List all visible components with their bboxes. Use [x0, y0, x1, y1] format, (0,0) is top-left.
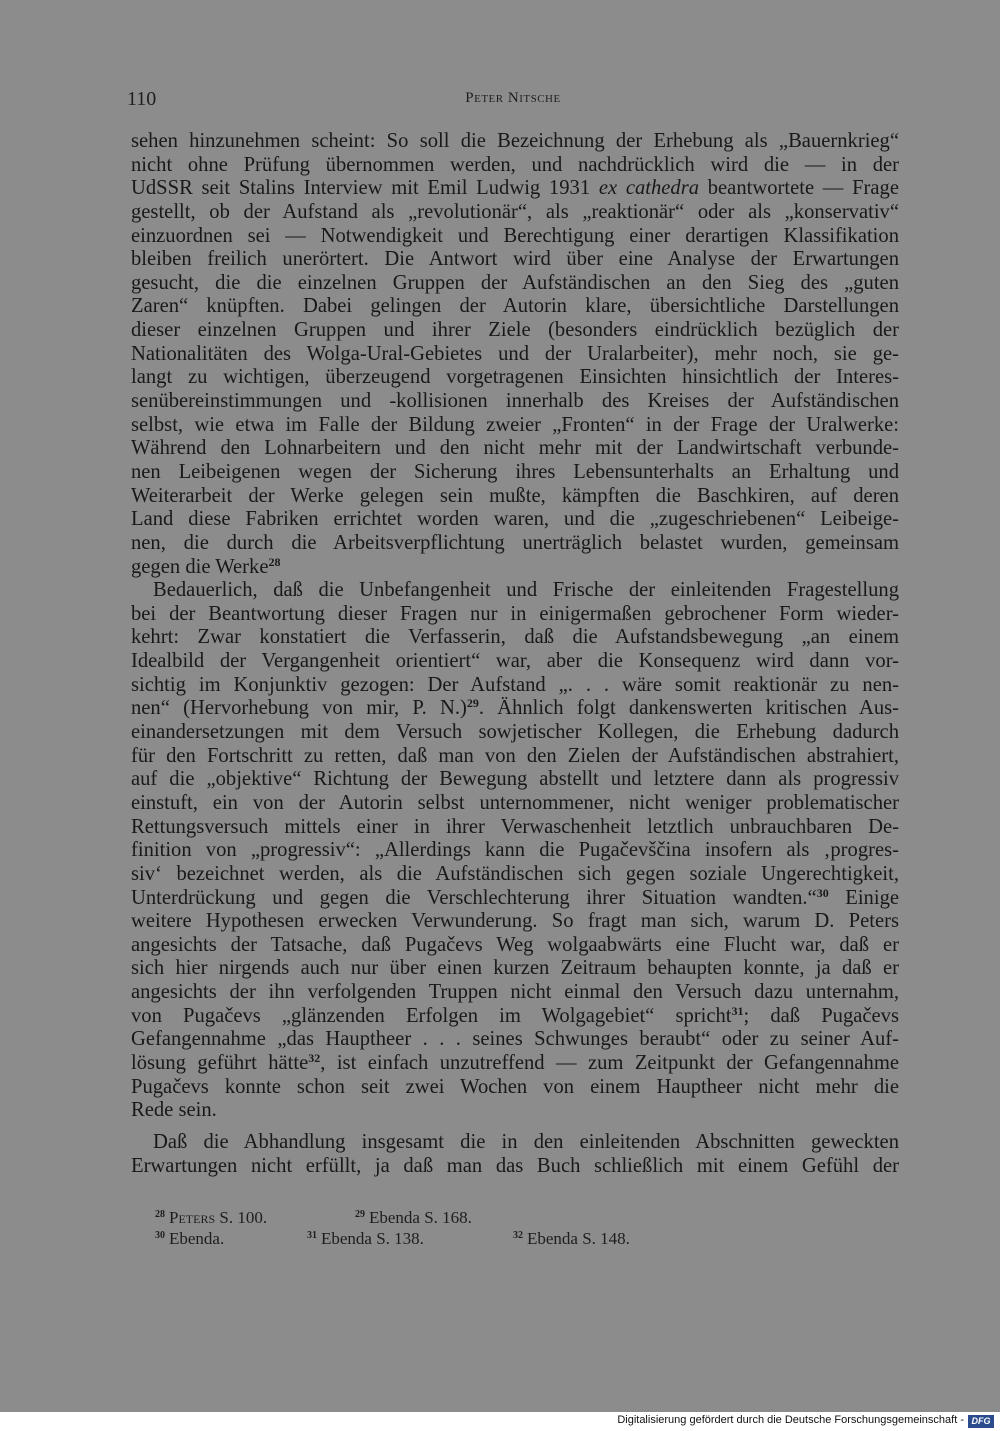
footnote-number: 30 — [155, 1230, 165, 1241]
text-segment: lösung geführt hätte — [131, 1051, 309, 1074]
text-segment: , ist einfach unzutreffend — zum Zeitpunkt der Gefangennahme — [320, 1051, 899, 1074]
footer-text[interactable]: Digitalisierung gefördert durch die Deutsche Forschungsgemeinschaft - — [617, 1414, 964, 1426]
text-line: kehrt: Zwar konstatiert die Verfasserin, daß die Aufstandsbewegung „an einem — [131, 626, 899, 649]
footnote-row — [155, 1228, 755, 1249]
text-line: gesucht, die die einzelnen Gruppen der Aufständischen an den Sieg des „guten — [131, 271, 899, 294]
text-line: Während den Lohnarbeitern und den nicht mehr mit der Landwirtschaft verbunde- — [131, 437, 899, 460]
text-segment: Einige — [828, 886, 900, 909]
footnote-ref[interactable]: 31 — [731, 1003, 744, 1018]
text-line: angesichts der Tatsache, daß Pugačevs Weg wolgaabwärts eine Flucht war, daß er — [131, 933, 899, 956]
footnote-row — [155, 1207, 755, 1228]
footnote-text: S. 100. — [215, 1208, 268, 1227]
footnote-text: Ebenda. — [169, 1229, 225, 1248]
text-line: einstuft, ein von der Autorin selbst unternommener, nicht weniger problematischer — [131, 791, 899, 814]
text-line: sichtig im Konjunktiv gezogen: Der Aufstand „. . . wäre somit reaktionär zu nen- — [131, 673, 899, 696]
text-segment: beantwortete — Frage — [699, 177, 899, 200]
text-line: finition von „progressiv“: „Allerdings kann die Pugačevščina insofern als ‚progres- — [131, 839, 899, 862]
text-line: Rede sein. — [131, 1099, 217, 1122]
text-line: Gefangennahme „das Hauptheer . . . seines Schwunges beraubt“ oder zu seiner Auf- — [131, 1028, 899, 1051]
text-line: Daß die Abhandlung insgesamt die in den einleitenden Abschnitten geweckten — [153, 1130, 899, 1153]
footnote-number: 29 — [355, 1209, 365, 1220]
text-segment: Unterdrückung und gegen die Verschlechterung ihrer Situation wandten.“ — [131, 886, 817, 909]
text-line: Idealbild der Vergangenheit orientiert“ war, aber die Konsequenz wird dann vor- — [131, 650, 899, 673]
body-text — [131, 130, 899, 1178]
footnote-ref[interactable]: 32 — [308, 1050, 321, 1065]
text-line: siv‘ bezeichnet werden, als die Aufständischen sich gegen soziale Ungerechtigkeit, — [131, 862, 899, 885]
text-line: Erwartungen nicht erfüllt, ja daß man das Buch schließlich mit einem Gefühl der — [131, 1154, 899, 1177]
text-line: einzuordnen sei — Notwendigkeit und Berechtigung einer derartigen Klassifikation — [131, 224, 899, 247]
text-line: weitere Hypothesen erwecken Verwunderung. So fragt man sich, warum D. Peters — [131, 910, 899, 933]
text-line: für den Fortschritt zu retten, daß man von den Zielen der Aufständischen abstrahiert, — [131, 744, 899, 767]
text-line: langt zu wichtigen, überzeugend vorgetragenen Einsichten hinsichtlich der Interes- — [131, 366, 899, 389]
text-segment: nen“ (Hervorhebung von mir, P. N.) — [131, 697, 467, 720]
running-head: Peter Nitsche — [465, 90, 561, 106]
text-line: angesichts der ihn verfolgenden Truppen nicht einmal den Versuch dazu unternahm, — [131, 981, 899, 1004]
footnote-28 — [155, 1207, 267, 1228]
text-line — [131, 697, 899, 721]
text-line: Pugačevs konnte schon seit zwei Wochen von einem Hauptheer nicht mehr die — [131, 1075, 899, 1098]
text-line: bei der Beantwortung dieser Fragen nur in einigermaßen gebrochener Form wieder- — [131, 602, 899, 625]
text-line: nen Leibeigenen wegen der Sicherung ihres Lebensunterhalts an Erhaltung und — [131, 460, 899, 483]
text-line: nicht ohne Prüfung übernommen werden, und nachdrücklich wird die — in der — [131, 153, 899, 176]
footnote-30 — [155, 1228, 224, 1249]
text-line: Nationalitäten des Wolga-Ural-Gebietes und der Uralarbeiter), mehr noch, sie ge- — [131, 342, 899, 365]
footnote-number: 31 — [307, 1230, 317, 1241]
text-line — [131, 177, 899, 201]
page-number: 110 — [127, 88, 157, 110]
footnote-31 — [307, 1228, 424, 1249]
footnote-ref[interactable]: 28 — [268, 554, 281, 569]
text-line: selbst, wie etwa im Falle der Bildung zweier „Fronten“ in der Frage der Uralwerke: — [131, 413, 899, 436]
text-line: sich hier nirgends auch nur über einen kurzen Zeitraum behaupten konnte, ja daß er — [131, 957, 899, 980]
text-line: bleiben freilich unerörtert. Die Antwort wird über eine Analyse der Erwartungen — [131, 248, 899, 271]
footnote-text: Ebenda S. 148. — [527, 1229, 630, 1248]
footnotes — [155, 1207, 755, 1249]
text-line — [131, 1052, 899, 1076]
text-line: Rettungsversuch mittels einer in ihrer Verwaschenheit letztlich unbrauchbaren De- — [131, 815, 899, 838]
footnote-author: Peters — [169, 1208, 216, 1227]
text-line: gestellt, ob der Aufstand als „revolutionär“, als „reaktionär“ oder als „konservativ“ — [131, 200, 899, 223]
text-line — [131, 1005, 899, 1029]
text-line: Bedauerlich, daß die Unbefangenheit und Frische der einleitenden Fragestellung — [153, 579, 899, 602]
text-line: dieser einzelnen Gruppen und ihrer Ziele (besonders eindrücklich bezüglich der — [131, 319, 899, 342]
text-segment: ; daß Pugačevs — [743, 1004, 899, 1027]
text-line: auf die „objektive“ Richtung der Bewegung abstellt und letztere dann als progressiv — [131, 768, 899, 791]
text-line — [131, 887, 899, 911]
dfg-logo[interactable]: DFG — [968, 1415, 994, 1428]
text-segment: von Pugačevs „glänzenden Erfolgen im Wolgagebiet“ spricht — [131, 1004, 732, 1027]
text-segment: gegen die Werke — [131, 555, 269, 578]
text-line — [131, 556, 899, 580]
text-line: senübereinstimmungen und -kollisionen innerhalb des Kreises der Aufständischen — [131, 390, 899, 413]
text-segment: . Ähnlich folgt dankenswerten kritischen Aus- — [478, 697, 899, 720]
footnote-29 — [355, 1207, 472, 1228]
text-segment: UdSSR seit Stalins Interview mit Emil Ludwig 1931 — [131, 177, 599, 200]
footer-bar — [0, 1412, 1000, 1431]
footnote-text: Ebenda S. 138. — [321, 1229, 424, 1248]
text-line: sehen hinzunehmen scheint: So soll die Bezeichnung der Erhebung als „Bauernkrieg“ — [131, 130, 899, 152]
italic-phrase: ex cathedra — [598, 177, 700, 200]
text-line: Weiterarbeit der Werke gelegen sein mußte, kämpften die Baschkiren, auf deren — [131, 484, 899, 507]
footnote-number: 32 — [513, 1230, 523, 1241]
text-line: nen, die durch die Arbeitsverpflichtung unerträglich belastet wurden, gemeinsam — [131, 531, 899, 554]
text-line: Zaren“ knüpften. Dabei gelingen der Autorin klare, übersichtliche Darstellungen — [131, 295, 899, 318]
footnote-ref[interactable]: 30 — [816, 885, 829, 900]
footnote-number: 28 — [155, 1209, 165, 1220]
text-line: Land diese Fabriken errichtet worden waren, und die „zugeschriebenen“ Leibeige- — [131, 508, 899, 531]
footnote-ref[interactable]: 29 — [466, 696, 479, 711]
text-line: einandersetzungen mit dem Versuch sowjetischer Kollegen, die Erhebung dadurch — [131, 721, 899, 744]
footnote-text: Ebenda S. 168. — [369, 1208, 472, 1227]
page-header — [127, 88, 899, 114]
footnote-32 — [513, 1228, 630, 1249]
